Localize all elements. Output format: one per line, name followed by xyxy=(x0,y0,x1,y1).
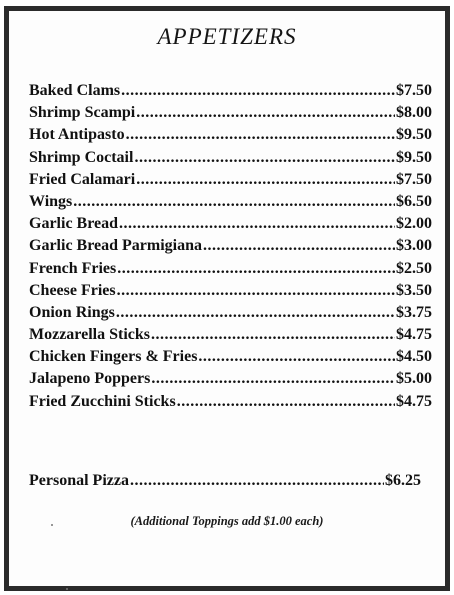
dot-leader xyxy=(73,193,395,211)
item-price: $7.50 xyxy=(396,170,432,188)
item-price: $6.25 xyxy=(385,472,421,489)
item-name: Hot Antipasto xyxy=(29,126,125,144)
dot-leader xyxy=(130,472,384,490)
menu-item xyxy=(29,82,432,104)
item-price: $9.50 xyxy=(396,148,432,166)
dot-leader xyxy=(151,326,395,344)
item-name: Wings xyxy=(29,192,73,210)
item-name: Fried Calamari xyxy=(29,170,136,188)
item-name: Mozzarella Sticks xyxy=(29,326,151,344)
menu-item xyxy=(29,304,432,326)
dot-leader xyxy=(177,393,395,411)
dot-leader xyxy=(198,348,395,366)
item-name: Fried Zucchini Sticks xyxy=(29,392,176,410)
dot-leader xyxy=(151,370,395,388)
toppings-note: (Additional Toppings add $1.00 each) xyxy=(130,514,324,528)
item-name: Shrimp Coctail xyxy=(29,148,134,166)
menu-item xyxy=(29,126,432,148)
paper-speck xyxy=(66,588,68,590)
item-name: Jalapeno Poppers xyxy=(29,370,151,388)
item-name: Onion Rings xyxy=(29,303,115,321)
menu-item xyxy=(29,171,432,193)
appetizer-list xyxy=(29,82,432,415)
dot-leader xyxy=(136,104,395,122)
menu-item xyxy=(29,260,432,282)
item-price: $9.50 xyxy=(396,126,432,144)
menu-item xyxy=(29,326,432,348)
dot-leader xyxy=(203,237,395,255)
item-name: Personal Pizza xyxy=(29,472,129,489)
menu-item-personal-pizza xyxy=(29,472,421,494)
menu-item xyxy=(29,282,432,304)
menu-item xyxy=(29,370,432,392)
item-name: Shrimp Scampi xyxy=(29,104,136,122)
item-price: $6.50 xyxy=(396,192,432,210)
item-price: $2.50 xyxy=(396,259,432,277)
item-name: Chicken Fingers & Fries xyxy=(29,348,198,366)
dot-leader xyxy=(117,260,395,278)
menu-item xyxy=(29,237,432,259)
item-name: Baked Clams xyxy=(29,82,121,99)
menu-item xyxy=(29,104,432,126)
dot-leader xyxy=(119,215,395,233)
menu-item xyxy=(29,393,432,415)
dot-leader xyxy=(134,149,395,167)
dot-leader xyxy=(117,282,395,300)
item-name: Garlic Bread xyxy=(29,215,119,233)
item-price: $4.75 xyxy=(396,326,432,344)
dot-leader xyxy=(136,171,395,189)
menu-item xyxy=(29,149,432,171)
dot-leader xyxy=(121,82,395,100)
item-name: French Fries xyxy=(29,259,117,277)
item-price: $2.00 xyxy=(396,215,432,233)
item-price: $5.00 xyxy=(396,370,432,388)
menu-item xyxy=(29,215,432,237)
dot-leader xyxy=(116,304,395,322)
menu-item xyxy=(29,193,432,215)
item-price: $4.50 xyxy=(396,348,432,366)
item-name: Garlic Bread Parmigiana xyxy=(29,237,203,255)
dot-leader xyxy=(126,126,395,144)
item-price: $4.75 xyxy=(396,392,432,410)
item-price: $3.00 xyxy=(396,237,432,255)
paper-speck xyxy=(51,524,53,526)
item-price: $8.00 xyxy=(396,104,432,122)
item-price: $7.50 xyxy=(396,82,432,99)
menu-item xyxy=(29,348,432,370)
item-price: $3.50 xyxy=(396,281,432,299)
item-price: $3.75 xyxy=(396,303,432,321)
item-name: Cheese Fries xyxy=(29,281,116,299)
menu-title: APPETIZERS xyxy=(157,24,297,49)
